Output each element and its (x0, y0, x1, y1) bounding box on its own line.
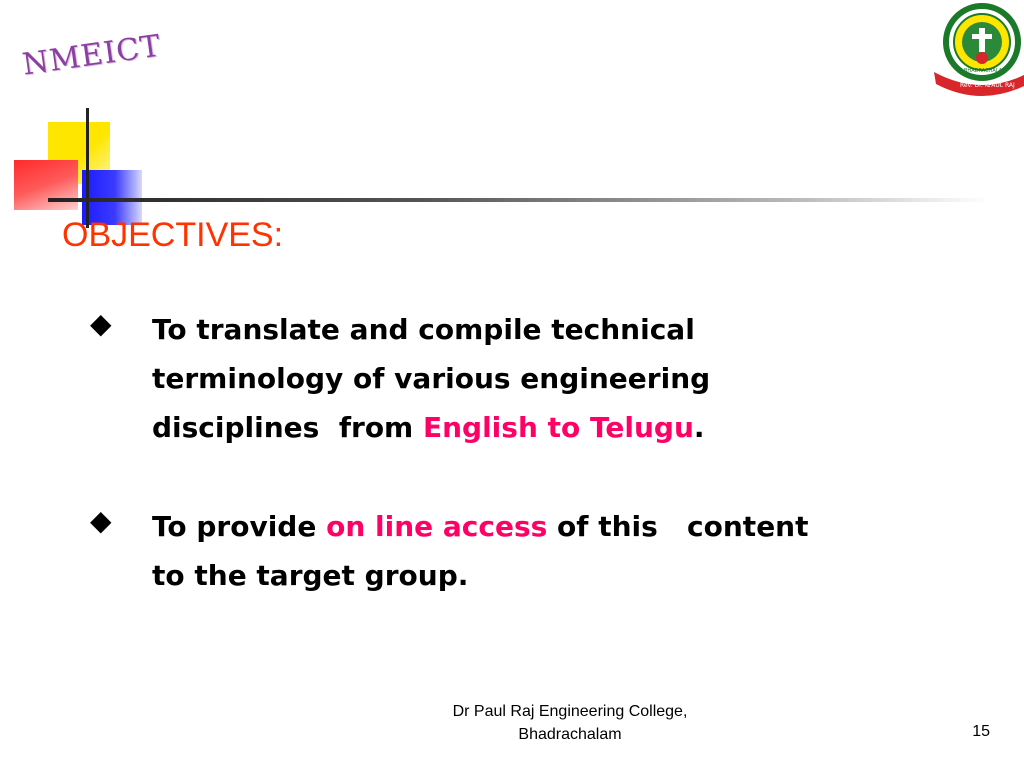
bullet-line: To translate and compile technical (152, 313, 695, 346)
svg-text:PAUL RAJ: PAUL RAJ (988, 82, 1015, 89)
bullet-text-part: disciplines from (152, 411, 423, 444)
slide-heading: OBJECTIVES: (62, 216, 284, 254)
diamond-bullet-icon: ◆ (90, 504, 112, 537)
bullet-line (152, 403, 972, 452)
footer-line: Bhadrachalam (518, 726, 622, 743)
nmeict-text: NMEICT (20, 28, 164, 83)
bullet-line (152, 502, 972, 551)
college-logo (930, 2, 1024, 100)
decor-red-square (14, 160, 78, 210)
bullet-text-part: . (693, 411, 705, 444)
slide-number: 15 (972, 723, 990, 740)
nmeict-brand (20, 28, 164, 83)
svg-text:Rev. Dr. K.: Rev. Dr. K. (960, 82, 991, 89)
title-divider-line (48, 198, 988, 202)
bullet-line: to the target group. (152, 559, 469, 592)
slide-footer (400, 700, 740, 746)
bullet-text (152, 502, 972, 600)
highlight-text: English to Telugu (422, 411, 694, 444)
diamond-bullet-icon: ◆ (90, 307, 112, 340)
decor-vertical-line (86, 108, 89, 228)
bullet-text-part: To provide (152, 510, 327, 543)
bullet-text (152, 305, 972, 452)
bullet-text-part: of this content (547, 510, 809, 543)
svg-text:BHADRACHALAM: BHADRACHALAM (964, 68, 1007, 74)
bullet-line: terminology of various engineering (152, 362, 711, 395)
footer-line: Dr Paul Raj Engineering College, (452, 703, 688, 720)
highlight-text: on line access (326, 510, 548, 543)
